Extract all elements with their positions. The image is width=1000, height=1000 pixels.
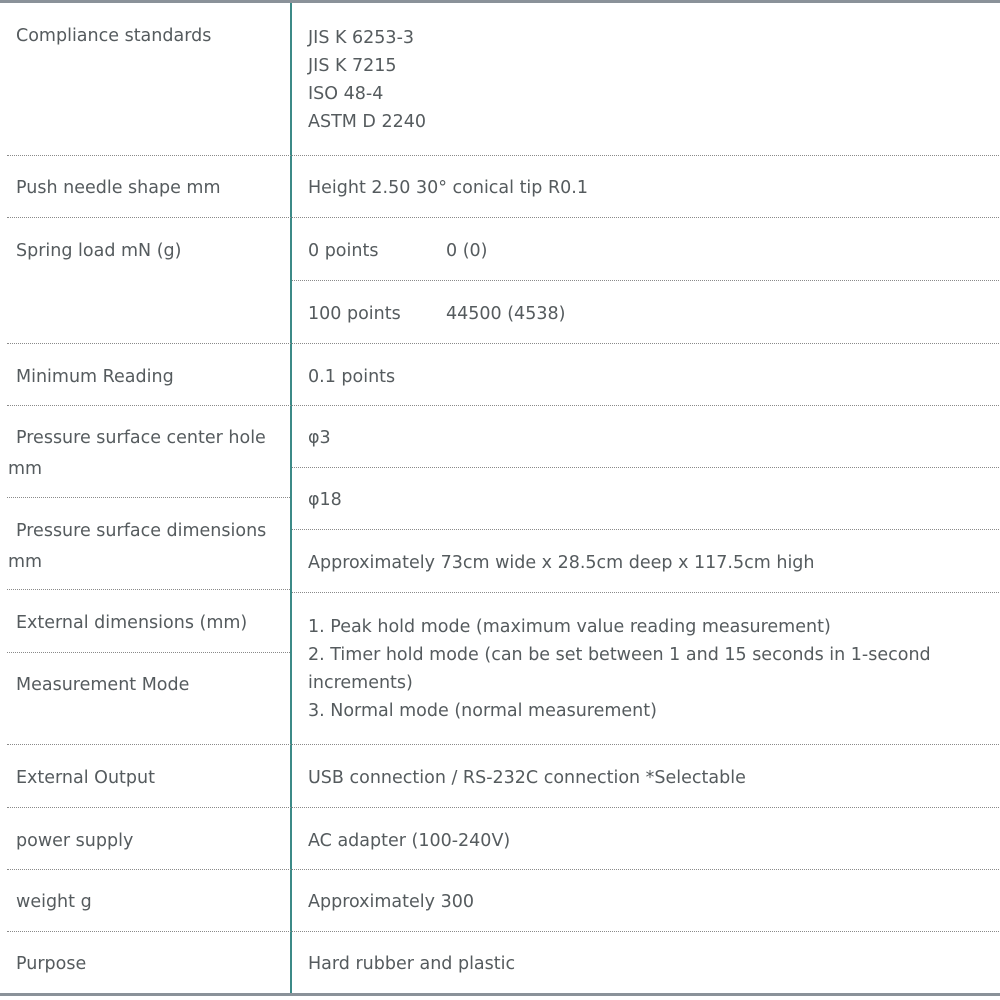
table-bottom-border: [0, 993, 1000, 996]
standard-item: ASTM D 2240: [308, 112, 427, 132]
label-min-reading: Minimum Reading: [16, 367, 174, 387]
row-divider: [292, 467, 999, 468]
row-divider: [7, 497, 290, 498]
standard-item: JIS K 6253-3: [308, 28, 415, 48]
mode-item: 3. Normal mode (normal measurement): [308, 701, 657, 721]
label-line: mm: [8, 552, 43, 572]
row-divider: [7, 652, 290, 653]
label-purpose: Purpose: [16, 954, 87, 974]
label-line: mm: [8, 459, 43, 479]
mode-item: 1. Peak hold mode (maximum value reading measurement): [308, 617, 831, 637]
label-needle: Push needle shape mm: [16, 178, 221, 198]
spring-points-0: 0 points: [308, 241, 379, 261]
row-divider: [292, 280, 999, 281]
value-surface-dim: φ18: [308, 490, 342, 510]
row-divider: [7, 343, 999, 344]
spring-points-1: 100 points: [308, 304, 401, 324]
value-external-dim: Approximately 73cm wide x 28.5cm deep x 117.5cm high: [308, 553, 815, 573]
row-divider: [7, 744, 999, 745]
value-output: USB connection / RS-232C connection *Selectable: [308, 768, 746, 788]
label-output: External Output: [16, 768, 155, 788]
row-divider: [7, 589, 290, 590]
row-divider: [7, 869, 999, 870]
label-spring: Spring load mN (g): [16, 241, 182, 261]
value-power: AC adapter (100-240V): [308, 831, 511, 851]
label-external-dim: External dimensions (mm): [16, 613, 248, 633]
mode-item: 2. Timer hold mode (can be set between 1 and 15 seconds in 1-second increments): [308, 645, 931, 693]
row-divider: [292, 529, 999, 530]
row-divider: [7, 217, 999, 218]
label-weight: weight g: [16, 892, 92, 912]
column-divider: [290, 3, 292, 995]
value-mode: [308, 613, 948, 725]
spring-load-1: 44500 (4538): [446, 304, 566, 324]
spring-load-0: 0 (0): [446, 241, 488, 261]
value-center-hole: φ3: [308, 428, 331, 448]
label-surface-dim: [8, 516, 278, 578]
value-needle: Height 2.50 30° conical tip R0.1: [308, 178, 588, 198]
label-line: Pressure surface dimensions: [16, 521, 267, 541]
table-top-border: [0, 0, 1000, 3]
label-mode: Measurement Mode: [16, 675, 190, 695]
label-power: power supply: [16, 831, 134, 851]
label-compliance: Compliance standards: [16, 26, 212, 46]
row-divider: [7, 807, 999, 808]
value-min-reading: 0.1 points: [308, 367, 396, 387]
standard-item: ISO 48-4: [308, 84, 384, 104]
row-divider: [292, 592, 999, 593]
row-divider: [7, 155, 999, 156]
label-line: Pressure surface center hole: [16, 428, 266, 448]
value-compliance: [308, 24, 426, 136]
row-divider: [7, 931, 999, 932]
label-center-hole: [8, 423, 278, 485]
row-divider: [7, 405, 999, 406]
value-weight: Approximately 300: [308, 892, 474, 912]
value-purpose: Hard rubber and plastic: [308, 954, 516, 974]
standard-item: JIS K 7215: [308, 56, 397, 76]
